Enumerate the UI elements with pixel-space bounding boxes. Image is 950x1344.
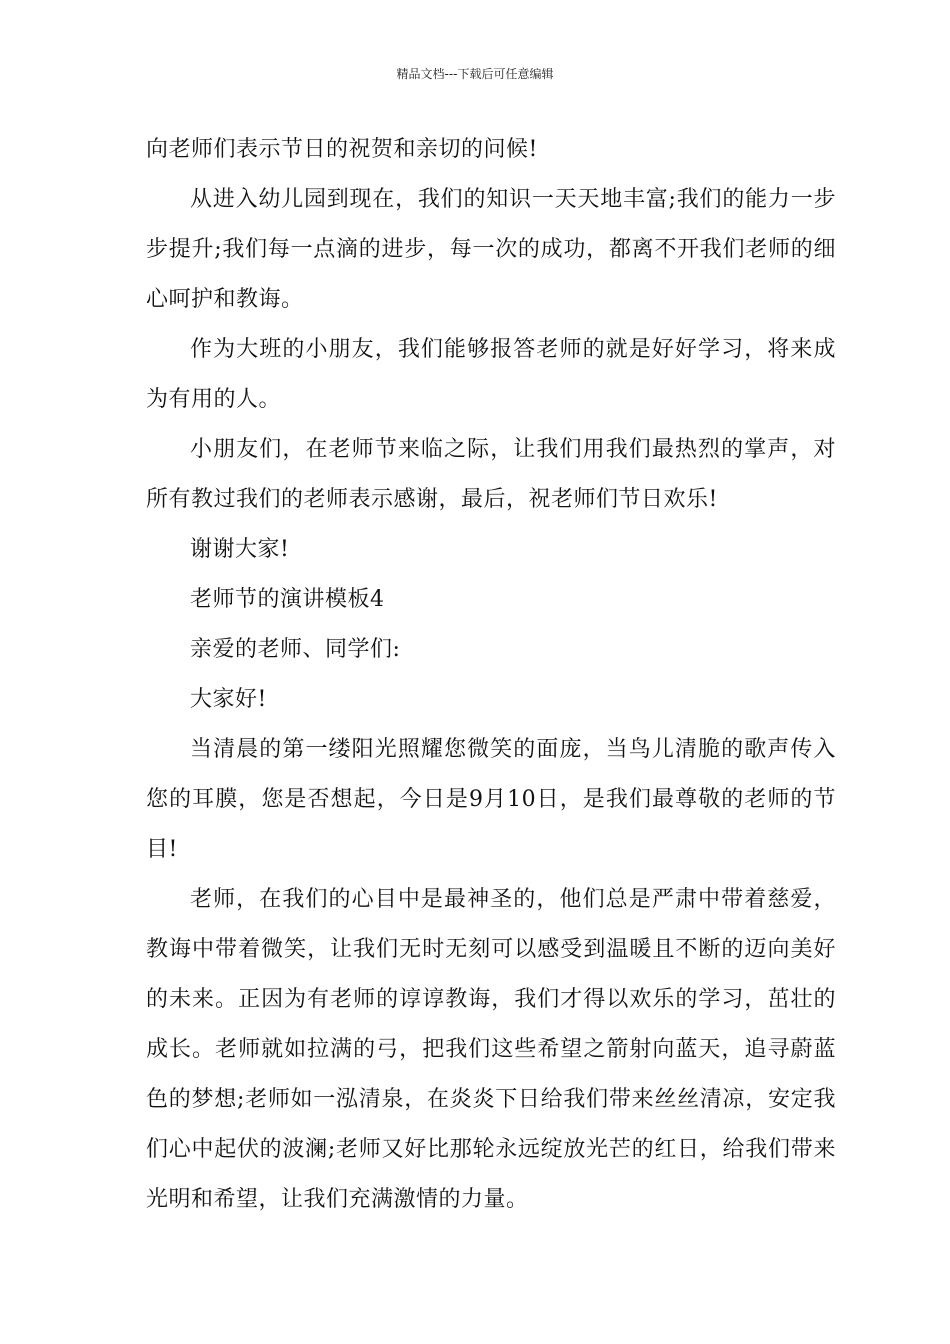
paragraph-teacher-praise: 老师，在我们的心目中是最神圣的，他们总是严肃中带着慈爱，教诲中带着微笑，让我们无时无刻可以感受到温暖且不断的迈向美好的未来。正因为有老师的谆谆教诲，我们才得以欢乐的学习，茁壮的成长。老师就如拉满的弓，把我们这些希望之箭射向蓝天，追寻蔚蓝色的梦想;老师如一泓清泉，在炎炎下日给我们带来丝丝清凉，安定我们心中起伏的波澜;老师又好比那轮永远绽放光芒的红日，给我们带来光明和希望，让我们充满激情的力量。 (146, 887, 836, 1212)
document-body (146, 125, 836, 1225)
paragraph-thank-you: 谢谢大家! (190, 537, 290, 562)
paragraph-morning: 当清晨的第一缕阳光照耀您微笑的面庞，当鸟儿清脆的歌声传入您的耳膜，您是否想起，今日是9月10日，是我们最尊敬的老师的节目! (146, 737, 836, 862)
paragraph-greeting-end: 向老师们表示节日的祝贺和亲切的问候! (146, 137, 538, 162)
page-header: 精品文档---下载后可任意编辑 (396, 67, 554, 81)
paragraph-salutation: 亲爱的老师、同学们: (190, 637, 401, 662)
section-title: 老师节的演讲模板4 (190, 587, 385, 612)
paragraph-thanks-applause: 小朋友们，在老师节来临之际，让我们用我们最热烈的掌声，对所有教过我们的老师表示感谢，最后，祝老师们节日欢乐! (146, 437, 836, 512)
paragraph-knowledge: 从进入幼儿园到现在，我们的知识一天天地丰富;我们的能力一步步提升;我们每一点滴的进步，每一次的成功，都离不开我们老师的细心呵护和教诲。 (146, 187, 836, 312)
paragraph-repay: 作为大班的小朋友，我们能够报答老师的就是好好学习，将来成为有用的人。 (146, 337, 836, 412)
paragraph-hello: 大家好! (190, 687, 267, 712)
